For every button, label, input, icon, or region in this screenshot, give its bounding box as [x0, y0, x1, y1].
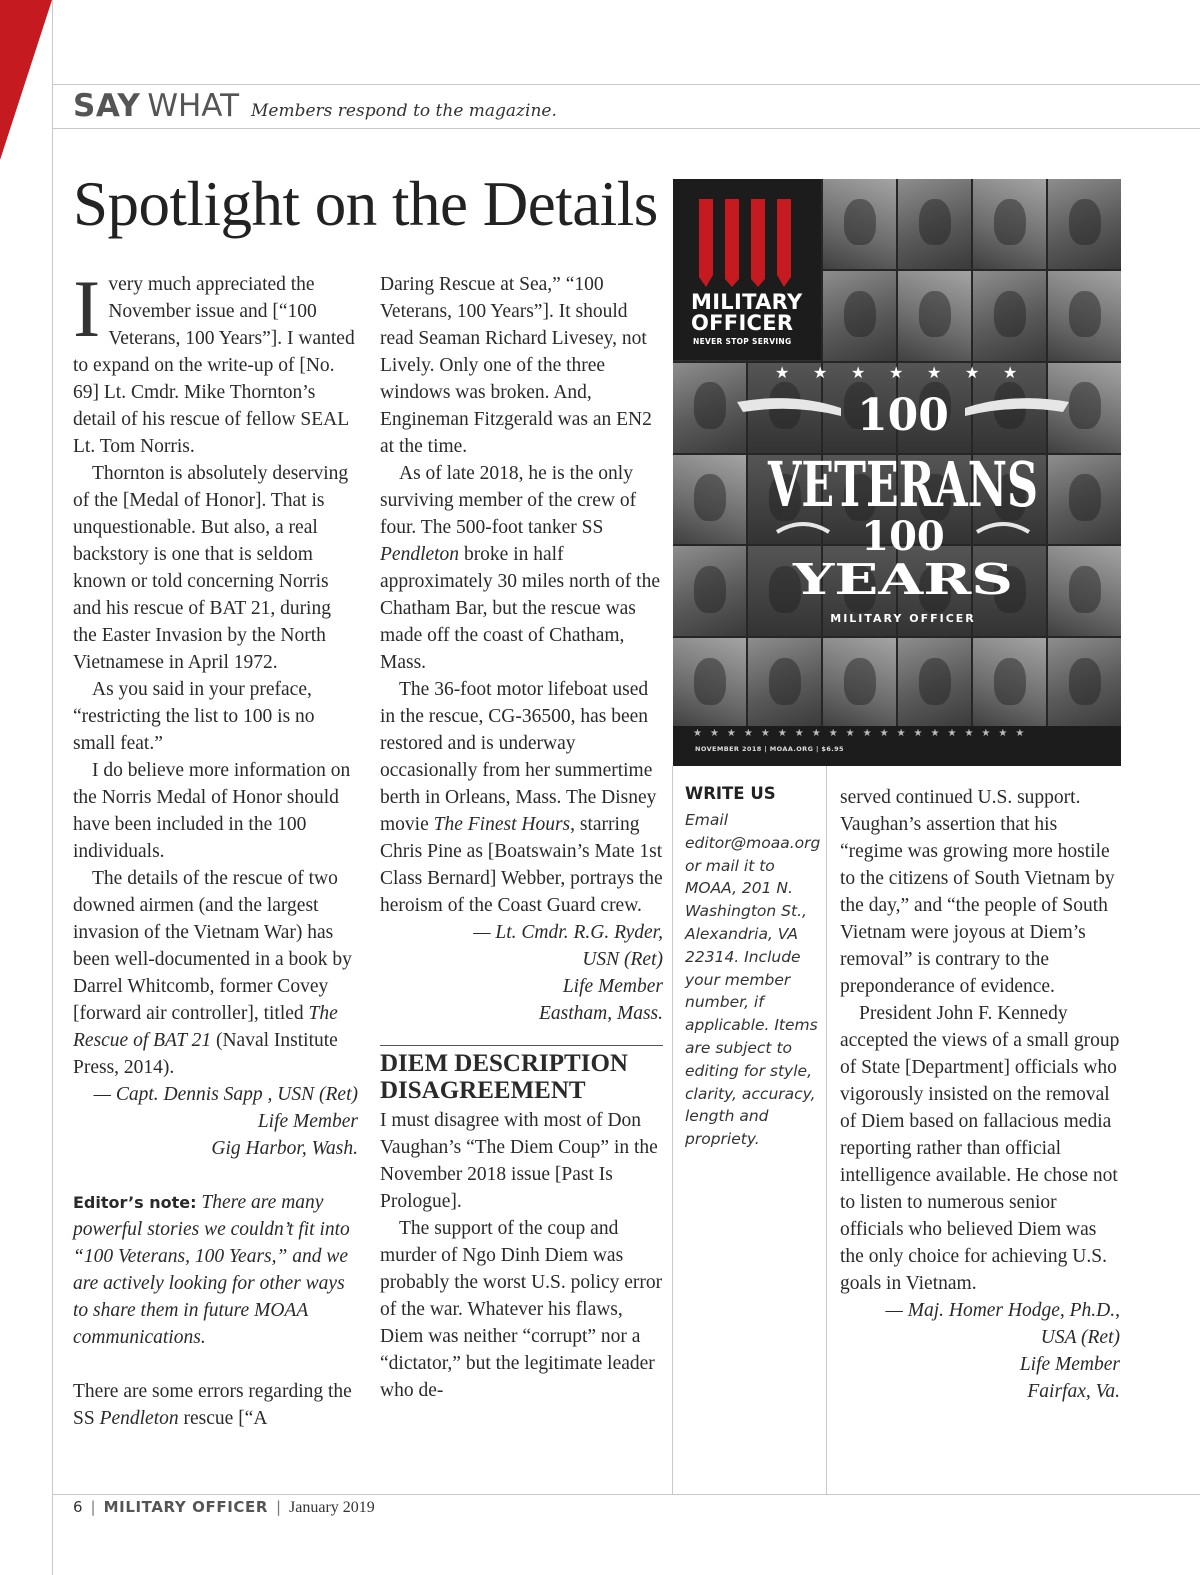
- drop-cap: I: [73, 263, 101, 354]
- page-number: 6: [73, 1498, 83, 1516]
- svg-text:100: 100: [857, 390, 949, 441]
- red-corner-tab: [0, 0, 52, 160]
- letter-2-paragraph-4: The 36-foot motor lifeboat used in the rescue, CG-36500, has been restored and is underway occasionally from her summertime berth in Orleans, Mass. The Disney movie The Finest Hours, starring Chris Pine as [Boatswain’s Mate 1st Class Bernard] Webber, portrays the heroism of the Coast Guard crew.: [380, 679, 663, 916]
- letter-3-paragraph-3: served continued U.S. support. Vaughan’s assertion that his “regime was growing more hostile to the citizens of South Vietnam by the day,” and “the people of South Vietnam were joyous at Diem’s removal” is contrary to the preponderance of evidence.: [840, 787, 1115, 997]
- header-top-rule: [52, 84, 1200, 85]
- portrait: [1048, 179, 1121, 269]
- signature-member: Life Member: [562, 976, 663, 997]
- portrait: [898, 271, 971, 361]
- signature-place: Gig Harbor, Wash.: [211, 1138, 358, 1159]
- signature-name: — Capt. Dennis Sapp , USN (Ret): [93, 1084, 358, 1105]
- 100-veterans-emblem: [733, 364, 1073, 634]
- flag-stripes-logo: [699, 199, 791, 287]
- section-label-bold: SAY: [73, 88, 141, 124]
- cover-tagline: NEVER STOP SERVING: [693, 337, 792, 346]
- signature-name: — Maj. Homer Hodge, Ph.D.,: [885, 1300, 1120, 1321]
- portrait: [973, 271, 1046, 361]
- portrait: [823, 179, 896, 269]
- letter-2-paragraph-3: As of late 2018, he is the only surviving member of the crew of four. The 500-foot tanker SS Pendleton broke in half approximately 30 miles north of the Chatham Bar, but the rescue was made off the coast of Chatham, Mass.: [380, 463, 660, 673]
- column-2: [380, 271, 663, 1404]
- footer-publication: MILITARY OFFICER: [103, 1498, 268, 1516]
- portrait: [823, 638, 896, 728]
- section-tagline: Members respond to the magazine.: [251, 101, 557, 121]
- footer-separator: |: [90, 1498, 96, 1516]
- portrait: [673, 638, 746, 728]
- letter-2-paragraph-1: There are some errors regarding the SS Pendleton rescue [“A: [73, 1381, 352, 1429]
- letter-1-paragraph-5: The details of the rescue of two downed airmen (and the largest invasion of the Vietnam War) has been well-documented in a book by Darrel Whitcomb, former Covey [forward air controller], titled The Rescue of BAT 21 (Naval Institute Press, 2014).: [73, 868, 352, 1078]
- footer-date: January 2019: [289, 1499, 375, 1516]
- portrait: [898, 638, 971, 728]
- subhead-rule: [380, 1045, 663, 1046]
- signature-rank: USA (Ret): [1040, 1327, 1120, 1348]
- letter-3-paragraph-2: The support of the coup and murder of Ngo Dinh Diem was probably the worst U.S. policy error of the war. Whatever his flaws, Diem was neither “corrupt” nor a “dictator,” but the legitimate leader who de-: [380, 1218, 663, 1401]
- svg-text:★: ★: [889, 363, 904, 382]
- cover-masthead: [673, 179, 821, 360]
- svg-text:★: ★: [851, 363, 866, 382]
- sidebar-right-rule: [826, 766, 827, 1494]
- page-footer: [73, 1498, 375, 1517]
- letter-3-paragraph-1: I must disagree with most of Don Vaughan’s “The Diem Coup” in the November 2018 issue [Past Is Prologue].: [380, 1110, 658, 1212]
- footer-rule: [52, 1494, 1200, 1495]
- portrait: [973, 179, 1046, 269]
- section-header: [73, 88, 557, 124]
- subhead: DIEM DESCRIPTION DISAGREEMENT: [380, 1050, 628, 1104]
- write-us-heading: WRITE US: [685, 784, 776, 803]
- write-us-body: Email editor@moaa.org or mail it to MOAA, 201 N. Washington St., Alexandria, VA 22314. Include your member number, if applicable. Items are subject to editing for style, clarity, accuracy, length and propriety.: [685, 811, 821, 1149]
- signature-place: Fairfax, Va.: [1027, 1381, 1120, 1402]
- cover-footer-strip: [673, 726, 1121, 766]
- signature-name: — Lt. Cmdr. R.G. Ryder,: [473, 922, 663, 943]
- svg-text:MILITARY OFFICER: MILITARY OFFICER: [830, 612, 976, 625]
- portrait: [748, 638, 821, 728]
- letter-2-paragraph-2: Daring Rescue at Sea,” “100 Veterans, 100 Years”]. It should read Seaman Richard Livesey, not Lively. Only one of the three windows was broken. And, Engineman Fitzgerald was an EN2 at the time.: [380, 274, 652, 457]
- svg-text:★: ★: [927, 363, 942, 382]
- write-us-box: [685, 784, 819, 1151]
- section-label-light: WHAT: [147, 88, 240, 124]
- portrait: [1048, 271, 1121, 361]
- star-row: ★★★★★★★★★★★★★★★★★★★★: [693, 728, 1033, 739]
- signature-member: Life Member: [257, 1111, 358, 1132]
- signature-place: Eastham, Mass.: [538, 1003, 663, 1024]
- svg-text:★: ★: [775, 363, 790, 382]
- header-bottom-rule: [52, 128, 1200, 129]
- article-headline: Spotlight on the Details: [73, 169, 658, 239]
- footer-separator: |: [275, 1498, 282, 1516]
- signature-member: Life Member: [1019, 1354, 1120, 1375]
- signature-rank: USN (Ret): [582, 949, 663, 970]
- letter-1-paragraph-4: I do believe more information on the Norris Medal of Honor should have been included in the 100 individuals.: [73, 760, 351, 862]
- svg-text:VETERANS: VETERANS: [767, 448, 1038, 521]
- svg-text:★: ★: [965, 363, 980, 382]
- editors-note: Editor’s note: There are many powerful stories we couldn’t fit into “100 Veterans, 100 Years,” and we are actively looking for other ways to share them in future MOAA communications.: [73, 1192, 350, 1348]
- portrait: [823, 271, 896, 361]
- svg-text:★: ★: [813, 363, 828, 382]
- cover-issue-line: NOVEMBER 2018 | MOAA.ORG | $6.95: [695, 745, 844, 753]
- letter-1-paragraph-2: Thornton is absolutely deserving of the [Medal of Honor]. That is unquestionable. But also, a real backstory is one that is seldom known or told concerning Norris and his rescue of BAT 21, during the Easter Invasion by the North Vietnamese in April 1972.: [73, 463, 349, 673]
- left-margin-rule: [52, 0, 53, 1575]
- letter-1-paragraph-1: Ivery much appreciated the November issue and [“100 Veterans, 100 Years”]. I wanted to expand on the write-up of [No. 69] Lt. Cmdr. Mike Thornton’s detail of his rescue of fellow SEAL Lt. Tom Norris.: [73, 263, 355, 457]
- svg-text:100: 100: [861, 513, 945, 560]
- column-4: [840, 784, 1120, 1405]
- svg-text:YEARS: YEARS: [791, 555, 1013, 604]
- portrait: [973, 638, 1046, 728]
- column-1: [73, 263, 358, 1432]
- svg-text:★: ★: [1003, 363, 1018, 382]
- portrait: [1048, 638, 1121, 728]
- sidebar-left-rule: [672, 766, 673, 1494]
- cover-title: MILITARY OFFICER: [691, 290, 803, 335]
- letter-3-paragraph-4: President John F. Kennedy accepted the views of a small group of State [Department] officials who vigorously insisted on the removal of Diem based on fallacious media reporting rather than official intelligence available. He chose not to listen to numerous senior officials who believed Diem was the only choice for achieving U.S. goals in Vietnam.: [840, 1003, 1120, 1294]
- magazine-cover-image: [673, 179, 1121, 766]
- letter-1-paragraph-3: As you said in your preface, “restricting the list to 100 is no small feat.”: [73, 679, 315, 754]
- editors-note-label: Editor’s note:: [73, 1193, 197, 1212]
- portrait: [898, 179, 971, 269]
